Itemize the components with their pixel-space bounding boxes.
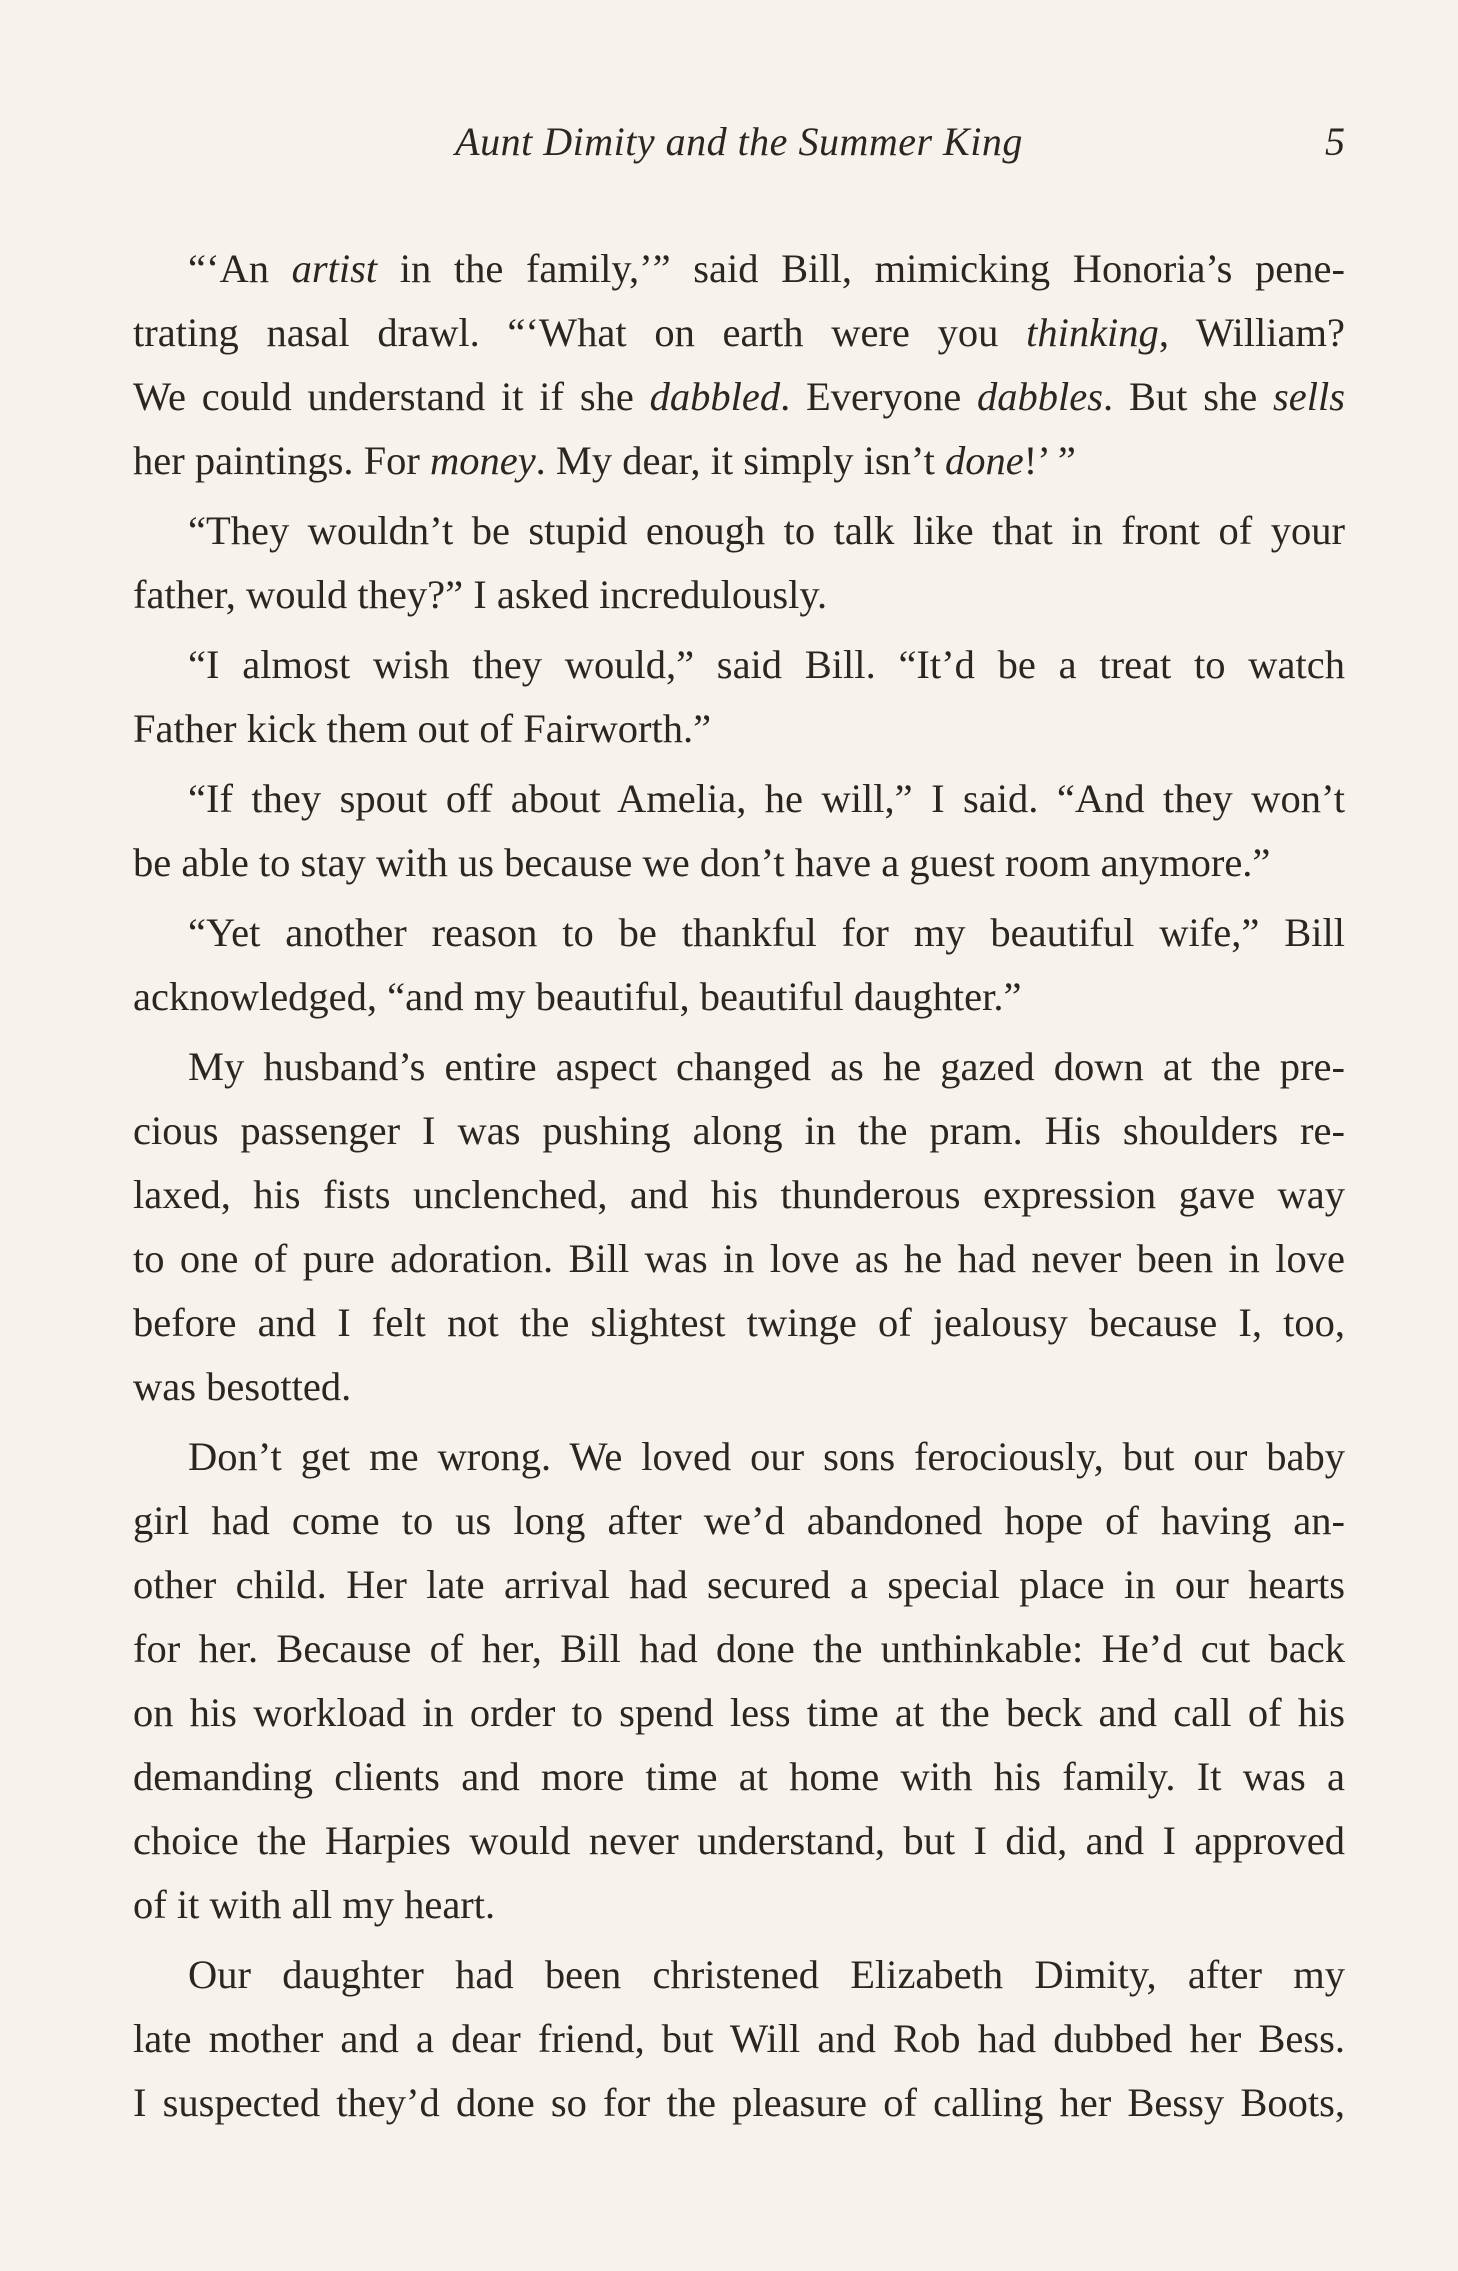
running-title: Aunt Dimity and the Summer King: [455, 119, 1023, 164]
text-line: her paintings. For money. My dear, it simply isn’t done!’ ”: [133, 438, 1076, 483]
text-line: on his workload in order to spend less time at the beck and call of his: [133, 1690, 1345, 1735]
text-line: demanding clients and more time at home with his family. It was a: [133, 1754, 1345, 1799]
text-line: was besotted.: [133, 1364, 352, 1409]
text-line: for her. Because of her, Bill had done the unthinkable: He’d cut back: [133, 1626, 1345, 1671]
running-head: [133, 118, 1345, 178]
italic-text: thinking: [1026, 310, 1159, 355]
paragraph: [133, 1943, 1345, 2135]
paragraph: [133, 901, 1345, 1029]
text-line: trating nasal drawl. “‘What on earth were you thinking, William?: [133, 310, 1345, 355]
text-line: Don’t get me wrong. We loved our sons ferociously, but our baby: [188, 1434, 1345, 1479]
text-line: Our daughter had been christened Elizabeth Dimity, after my: [188, 1952, 1345, 1997]
text-line: laxed, his fists unclenched, and his thunderous expression gave way: [133, 1172, 1345, 1217]
text-line: “They wouldn’t be stupid enough to talk like that in front of your: [188, 508, 1345, 553]
text-line: “Yet another reason to be thankful for my beautiful wife,” Bill: [188, 910, 1345, 955]
text-line: We could understand it if she dabbled. Everyone dabbles. But she sells: [133, 374, 1345, 419]
text-line: cious passenger I was pushing along in the pram. His shoulders re-: [133, 1108, 1345, 1153]
text-line: late mother and a dear friend, but Will and Rob had dubbed her Bess.: [133, 2016, 1345, 2061]
text-line: be able to stay with us because we don’t have a guest room anymore.”: [133, 840, 1271, 885]
text-line: My husband’s entire aspect changed as he gazed down at the pre-: [188, 1044, 1345, 1089]
paragraph: [133, 237, 1345, 493]
paragraph: [133, 633, 1345, 761]
text-line: father, would they?” I asked incredulously.: [133, 572, 828, 617]
italic-text: dabbled: [649, 374, 781, 419]
italic-text: done: [945, 438, 1024, 483]
italic-text: money: [429, 438, 536, 483]
text-line: acknowledged, “and my beautiful, beautiful daughter.”: [133, 974, 1022, 1019]
italic-text: dabbles: [976, 374, 1103, 419]
paragraph: [133, 1035, 1345, 1419]
paragraph: [133, 499, 1345, 627]
text-line: other child. Her late arrival had secured a special place in our hearts: [133, 1562, 1345, 1607]
text-line: “If they spout off about Amelia, he will,” I said. “And they won’t: [188, 776, 1345, 821]
text-line: of it with all my heart.: [133, 1882, 496, 1927]
italic-text: sells: [1272, 374, 1345, 419]
text-line: Father kick them out of Fairworth.”: [133, 706, 712, 751]
italic-text: artist: [291, 246, 378, 291]
text-line: choice the Harpies would never understand, but I did, and I approved: [133, 1818, 1345, 1863]
text-line: before and I felt not the slightest twinge of jealousy because I, too,: [133, 1300, 1345, 1345]
text-line: “‘An artist in the family,’” said Bill, mimicking Honoria’s pene-: [188, 246, 1345, 291]
text-line: girl had come to us long after we’d abandoned hope of having an-: [133, 1498, 1345, 1543]
page-number: 5: [1325, 119, 1345, 164]
paragraph: [133, 767, 1345, 895]
text-line: I suspected they’d done so for the pleasure of calling her Bessy Boots,: [133, 2080, 1345, 2125]
text-line: to one of pure adoration. Bill was in love as he had never been in love: [133, 1236, 1345, 1281]
paragraph: [133, 1425, 1345, 1937]
text-line: “I almost wish they would,” said Bill. “It’d be a treat to watch: [188, 642, 1345, 687]
